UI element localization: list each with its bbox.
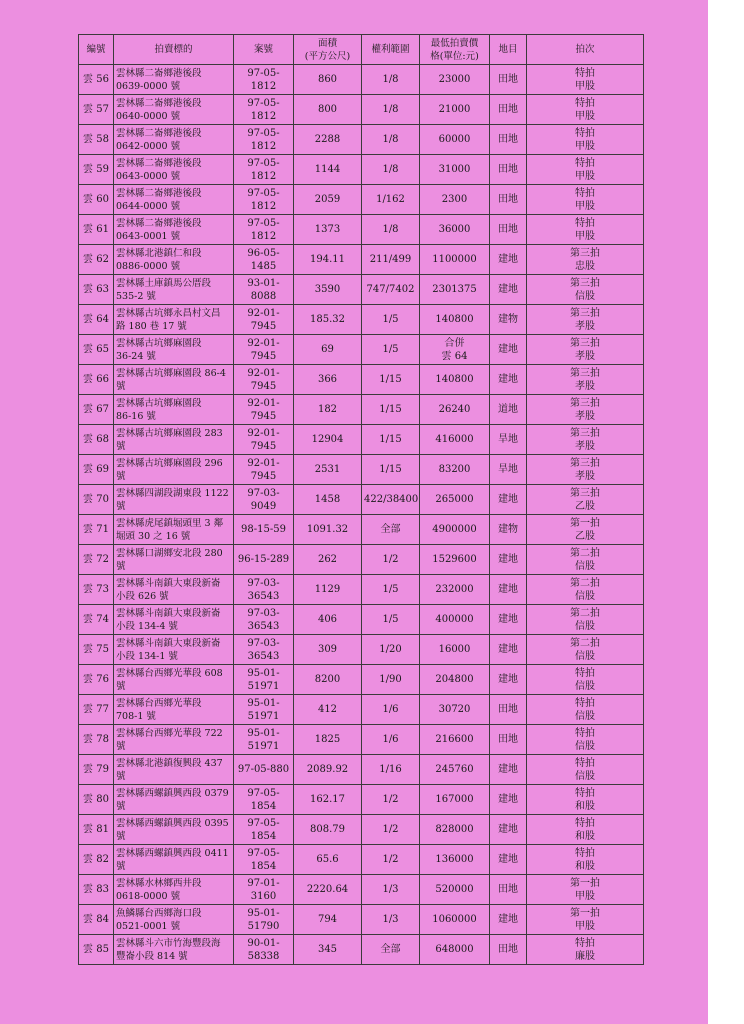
cell-right: 1/15 <box>362 455 420 485</box>
cell-round: 特拍 信股 <box>527 695 644 725</box>
table-row <box>79 935 644 965</box>
cell-no: 雲 69 <box>79 455 114 485</box>
cell-area: 1129 <box>294 575 362 605</box>
cell-area: 800 <box>294 95 362 125</box>
cell-no: 雲 73 <box>79 575 114 605</box>
cell-area: 1373 <box>294 215 362 245</box>
cell-right: 1/3 <box>362 875 420 905</box>
cell-item: 雲林縣斗南鎮大東段新崙 小段 134-4 號 <box>114 605 234 635</box>
cell-right: 1/8 <box>362 65 420 95</box>
cell-round: 特拍 和股 <box>527 785 644 815</box>
cell-round: 第二拍 信股 <box>527 605 644 635</box>
cell-price: 416000 <box>420 425 490 455</box>
table-row <box>79 755 644 785</box>
cell-area: 1144 <box>294 155 362 185</box>
cell-no: 雲 61 <box>79 215 114 245</box>
cell-price: 23000 <box>420 65 490 95</box>
table-row <box>79 425 644 455</box>
cell-type: 建地 <box>490 635 527 665</box>
cell-right: 1/16 <box>362 755 420 785</box>
cell-item: 雲林縣西螺鎮興西段 0395 號 <box>114 815 234 845</box>
header-item: 拍賣標的 <box>114 35 234 65</box>
cell-case: 97-05-1854 <box>234 845 294 875</box>
cell-round: 特拍 甲股 <box>527 215 644 245</box>
table-row <box>79 155 644 185</box>
cell-case: 97-03-36543 <box>234 575 294 605</box>
cell-right: 1/162 <box>362 185 420 215</box>
cell-round: 第三拍 忠股 <box>527 245 644 275</box>
cell-price: 400000 <box>420 605 490 635</box>
cell-no: 雲 67 <box>79 395 114 425</box>
cell-right: 1/5 <box>362 605 420 635</box>
cell-area: 309 <box>294 635 362 665</box>
table-row <box>79 395 644 425</box>
cell-type: 田地 <box>490 65 527 95</box>
cell-type: 道地 <box>490 395 527 425</box>
table-row <box>79 665 644 695</box>
cell-right: 1/8 <box>362 125 420 155</box>
cell-price: 140800 <box>420 365 490 395</box>
cell-price: 26240 <box>420 395 490 425</box>
cell-round: 特拍 甲股 <box>527 95 644 125</box>
cell-area: 2220.64 <box>294 875 362 905</box>
cell-round: 特拍 和股 <box>527 815 644 845</box>
cell-case: 97-05-1812 <box>234 155 294 185</box>
cell-price: 30720 <box>420 695 490 725</box>
cell-no: 雲 85 <box>79 935 114 965</box>
cell-no: 雲 75 <box>79 635 114 665</box>
table-row <box>79 185 644 215</box>
table-row <box>79 695 644 725</box>
cell-area: 1825 <box>294 725 362 755</box>
cell-price: 83200 <box>420 455 490 485</box>
cell-item: 雲林縣斗南鎮大東段新崙 小段 134-1 號 <box>114 635 234 665</box>
cell-price: 1060000 <box>420 905 490 935</box>
header-type: 地目 <box>490 35 527 65</box>
cell-right: 全部 <box>362 515 420 545</box>
cell-no: 雲 77 <box>79 695 114 725</box>
cell-right: 1/8 <box>362 215 420 245</box>
cell-no: 雲 82 <box>79 845 114 875</box>
cell-area: 808.79 <box>294 815 362 845</box>
cell-price: 265000 <box>420 485 490 515</box>
table-row <box>79 485 644 515</box>
cell-case: 97-05-1854 <box>234 815 294 845</box>
cell-round: 第一拍 甲股 <box>527 905 644 935</box>
cell-price: 648000 <box>420 935 490 965</box>
cell-right: 1/2 <box>362 545 420 575</box>
cell-case: 95-01-51971 <box>234 695 294 725</box>
cell-price: 31000 <box>420 155 490 185</box>
cell-price: 232000 <box>420 575 490 605</box>
cell-price: 140800 <box>420 305 490 335</box>
cell-case: 97-05-1812 <box>234 185 294 215</box>
cell-price: 245760 <box>420 755 490 785</box>
cell-no: 雲 56 <box>79 65 114 95</box>
cell-item: 雲林縣口湖鄉安北段 280 號 <box>114 545 234 575</box>
cell-round: 特拍 信股 <box>527 725 644 755</box>
cell-case: 96-15-289 <box>234 545 294 575</box>
cell-area: 162.17 <box>294 785 362 815</box>
cell-type: 旱地 <box>490 425 527 455</box>
cell-no: 雲 68 <box>79 425 114 455</box>
cell-item: 雲林縣古坑鄉永昌村文昌 路 180 巷 17 號 <box>114 305 234 335</box>
cell-case: 97-05-1812 <box>234 95 294 125</box>
table-row <box>79 785 644 815</box>
cell-type: 建地 <box>490 665 527 695</box>
header-price: 最低拍賣價 格(單位:元) <box>420 35 490 65</box>
cell-case: 90-01-58338 <box>234 935 294 965</box>
cell-right: 1/8 <box>362 95 420 125</box>
cell-type: 建地 <box>490 605 527 635</box>
cell-no: 雲 83 <box>79 875 114 905</box>
table-row <box>79 635 644 665</box>
cell-area: 345 <box>294 935 362 965</box>
cell-type: 建地 <box>490 755 527 785</box>
table-row <box>79 725 644 755</box>
cell-case: 98-15-59 <box>234 515 294 545</box>
cell-area: 860 <box>294 65 362 95</box>
cell-right: 422/38400 <box>362 485 420 515</box>
cell-case: 97-05-880 <box>234 755 294 785</box>
cell-item: 雲林縣土庫鎮馬公厝段 535-2 號 <box>114 275 234 305</box>
cell-case: 96-05-1485 <box>234 245 294 275</box>
cell-round: 第三拍 孝股 <box>527 455 644 485</box>
cell-right: 1/5 <box>362 305 420 335</box>
cell-case: 92-01-7945 <box>234 365 294 395</box>
cell-no: 雲 59 <box>79 155 114 185</box>
cell-right: 1/6 <box>362 695 420 725</box>
cell-type: 建地 <box>490 905 527 935</box>
cell-item: 雲林縣北港鎮復興段 437 號 <box>114 755 234 785</box>
table-row <box>79 305 644 335</box>
cell-area: 366 <box>294 365 362 395</box>
cell-right: 1/15 <box>362 425 420 455</box>
cell-type: 田地 <box>490 185 527 215</box>
cell-type: 建地 <box>490 845 527 875</box>
cell-case: 92-01-7945 <box>234 395 294 425</box>
cell-type: 建物 <box>490 515 527 545</box>
cell-item: 雲林縣四湖段湖東段 1122 號 <box>114 485 234 515</box>
cell-type: 建地 <box>490 575 527 605</box>
table-row <box>79 335 644 365</box>
header-area: 面積 (平方公尺) <box>294 35 362 65</box>
table-row <box>79 95 644 125</box>
table-row <box>79 545 644 575</box>
cell-round: 第一拍 乙股 <box>527 515 644 545</box>
table-row <box>79 575 644 605</box>
cell-no: 雲 74 <box>79 605 114 635</box>
cell-price: 21000 <box>420 95 490 125</box>
cell-type: 田地 <box>490 155 527 185</box>
cell-no: 雲 70 <box>79 485 114 515</box>
table-row <box>79 275 644 305</box>
cell-item: 雲林縣二崙鄉港後段 0639-0000 號 <box>114 65 234 95</box>
cell-price: 216600 <box>420 725 490 755</box>
table-row <box>79 845 644 875</box>
cell-area: 262 <box>294 545 362 575</box>
cell-area: 1091.32 <box>294 515 362 545</box>
cell-no: 雲 66 <box>79 365 114 395</box>
cell-case: 92-01-7945 <box>234 305 294 335</box>
cell-case: 95-01-51790 <box>234 905 294 935</box>
table-row <box>79 875 644 905</box>
cell-right: 1/15 <box>362 365 420 395</box>
cell-round: 第三拍 孝股 <box>527 365 644 395</box>
cell-case: 92-01-7945 <box>234 455 294 485</box>
cell-area: 194.11 <box>294 245 362 275</box>
cell-right: 1/6 <box>362 725 420 755</box>
cell-item: 雲林縣西螺鎮興西段 0379 號 <box>114 785 234 815</box>
cell-case: 97-01-3160 <box>234 875 294 905</box>
cell-item: 雲林縣古坑鄉麻園段 296 號 <box>114 455 234 485</box>
cell-item: 雲林縣二崙鄉港後段 0642-0000 號 <box>114 125 234 155</box>
cell-area: 406 <box>294 605 362 635</box>
cell-right: 747/7402 <box>362 275 420 305</box>
cell-type: 旱地 <box>490 455 527 485</box>
cell-no: 雲 65 <box>79 335 114 365</box>
cell-no: 雲 76 <box>79 665 114 695</box>
cell-case: 97-05-1812 <box>234 125 294 155</box>
cell-round: 特拍 甲股 <box>527 65 644 95</box>
cell-type: 建地 <box>490 245 527 275</box>
cell-price: 204800 <box>420 665 490 695</box>
cell-item: 雲林縣西螺鎮興西段 0411 號 <box>114 845 234 875</box>
cell-item: 雲林縣古坑鄉麻園段 36-24 號 <box>114 335 234 365</box>
cell-type: 建地 <box>490 275 527 305</box>
cell-right: 1/90 <box>362 665 420 695</box>
cell-right: 1/5 <box>362 575 420 605</box>
cell-round: 第三拍 信股 <box>527 275 644 305</box>
cell-price: 60000 <box>420 125 490 155</box>
cell-item: 雲林縣古坑鄉麻園段 86-4 號 <box>114 365 234 395</box>
cell-round: 第三拍 孝股 <box>527 395 644 425</box>
table-row <box>79 515 644 545</box>
cell-type: 建地 <box>490 485 527 515</box>
cell-no: 雲 72 <box>79 545 114 575</box>
cell-round: 第二拍 信股 <box>527 575 644 605</box>
table-row <box>79 455 644 485</box>
table-row <box>79 215 644 245</box>
cell-type: 田地 <box>490 935 527 965</box>
cell-type: 建地 <box>490 815 527 845</box>
table-row <box>79 905 644 935</box>
cell-round: 第二拍 信股 <box>527 635 644 665</box>
table-row <box>79 605 644 635</box>
cell-area: 182 <box>294 395 362 425</box>
cell-right: 1/2 <box>362 785 420 815</box>
cell-area: 2288 <box>294 125 362 155</box>
cell-case: 97-03-36543 <box>234 605 294 635</box>
cell-item: 雲林縣北港鎮仁和段 0886-0000 號 <box>114 245 234 275</box>
cell-no: 雲 62 <box>79 245 114 275</box>
cell-round: 特拍 和股 <box>527 845 644 875</box>
cell-type: 田地 <box>490 95 527 125</box>
cell-case: 97-05-1854 <box>234 785 294 815</box>
cell-no: 雲 79 <box>79 755 114 785</box>
cell-item: 雲林縣二崙鄉港後段 0640-0000 號 <box>114 95 234 125</box>
cell-price: 4900000 <box>420 515 490 545</box>
cell-item: 雲林縣二崙鄉港後段 0644-0000 號 <box>114 185 234 215</box>
cell-item: 雲林縣古坑鄉麻園段 86-16 號 <box>114 395 234 425</box>
cell-type: 田地 <box>490 215 527 245</box>
cell-area: 69 <box>294 335 362 365</box>
cell-round: 第三拍 乙股 <box>527 485 644 515</box>
cell-type: 田地 <box>490 125 527 155</box>
cell-price: 2300 <box>420 185 490 215</box>
cell-type: 建地 <box>490 785 527 815</box>
cell-area: 1458 <box>294 485 362 515</box>
cell-right: 1/15 <box>362 395 420 425</box>
cell-case: 97-05-1812 <box>234 215 294 245</box>
cell-price: 136000 <box>420 845 490 875</box>
cell-price: 16000 <box>420 635 490 665</box>
cell-round: 特拍 信股 <box>527 755 644 785</box>
cell-price: 36000 <box>420 215 490 245</box>
table-row <box>79 245 644 275</box>
cell-no: 雲 81 <box>79 815 114 845</box>
cell-round: 第一拍 甲股 <box>527 875 644 905</box>
cell-no: 雲 78 <box>79 725 114 755</box>
cell-item: 雲林縣水林鄉西井段 0618-0000 號 <box>114 875 234 905</box>
cell-item: 雲林縣斗六市竹海豐段海 豐崙小段 814 號 <box>114 935 234 965</box>
cell-round: 特拍 甲股 <box>527 155 644 185</box>
cell-right: 1/2 <box>362 815 420 845</box>
cell-price: 1529600 <box>420 545 490 575</box>
cell-right: 1/2 <box>362 845 420 875</box>
cell-item: 雲林縣二崙鄉港後段 0643-0000 號 <box>114 155 234 185</box>
cell-price: 828000 <box>420 815 490 845</box>
cell-no: 雲 80 <box>79 785 114 815</box>
cell-price: 2301375 <box>420 275 490 305</box>
cell-round: 第三拍 孝股 <box>527 305 644 335</box>
cell-item: 雲林縣台西鄉光華段 608 號 <box>114 665 234 695</box>
cell-case: 95-01-51971 <box>234 725 294 755</box>
cell-area: 2059 <box>294 185 362 215</box>
cell-item: 雲林縣二崙鄉港後段 0643-0001 號 <box>114 215 234 245</box>
cell-case: 95-01-51971 <box>234 665 294 695</box>
header-right: 權利範圍 <box>362 35 420 65</box>
cell-round: 特拍 信股 <box>527 665 644 695</box>
cell-type: 建地 <box>490 335 527 365</box>
cell-round: 第三拍 孝股 <box>527 335 644 365</box>
auction-listing-table <box>78 34 644 965</box>
cell-case: 92-01-7945 <box>234 425 294 455</box>
cell-area: 12904 <box>294 425 362 455</box>
cell-round: 第二拍 信股 <box>527 545 644 575</box>
cell-right: 1/8 <box>362 155 420 185</box>
cell-no: 雲 64 <box>79 305 114 335</box>
cell-no: 雲 63 <box>79 275 114 305</box>
cell-price: 520000 <box>420 875 490 905</box>
table-row <box>79 65 644 95</box>
header-case: 案號 <box>234 35 294 65</box>
cell-item: 雲林縣虎尾鎮堀頭里 3 鄰 堀頭 30 之 16 號 <box>114 515 234 545</box>
cell-case: 92-01-7945 <box>234 335 294 365</box>
cell-no: 雲 84 <box>79 905 114 935</box>
cell-right: 1/20 <box>362 635 420 665</box>
header-round: 拍次 <box>527 35 644 65</box>
cell-area: 65.6 <box>294 845 362 875</box>
cell-right: 全部 <box>362 935 420 965</box>
cell-round: 特拍 甲股 <box>527 185 644 215</box>
cell-case: 97-05-1812 <box>234 65 294 95</box>
cell-item: 雲林縣古坑鄉麻園段 283 號 <box>114 425 234 455</box>
cell-round: 第三拍 孝股 <box>527 425 644 455</box>
table-row <box>79 815 644 845</box>
cell-item: 魚鱗縣台西鄉海口段 0521-0001 號 <box>114 905 234 935</box>
cell-item: 雲林縣斗南鎮大東段新崙 小段 626 號 <box>114 575 234 605</box>
table-header-row <box>79 35 644 65</box>
table-row <box>79 365 644 395</box>
cell-case: 93-01-8088 <box>234 275 294 305</box>
cell-area: 3590 <box>294 275 362 305</box>
cell-item: 雲林縣台西鄉光華段 722 號 <box>114 725 234 755</box>
cell-type: 田地 <box>490 695 527 725</box>
cell-round: 特拍 甲股 <box>527 125 644 155</box>
cell-right: 1/3 <box>362 905 420 935</box>
cell-area: 2089.92 <box>294 755 362 785</box>
cell-area: 794 <box>294 905 362 935</box>
cell-price: 1100000 <box>420 245 490 275</box>
cell-price: 合併 雲 64 <box>420 335 490 365</box>
cell-type: 田地 <box>490 875 527 905</box>
cell-type: 建物 <box>490 305 527 335</box>
cell-price: 167000 <box>420 785 490 815</box>
cell-area: 8200 <box>294 665 362 695</box>
cell-type: 建地 <box>490 365 527 395</box>
cell-item: 雲林縣台西鄉光華段 708-1 號 <box>114 695 234 725</box>
cell-case: 97-03-36543 <box>234 635 294 665</box>
cell-right: 1/5 <box>362 335 420 365</box>
cell-round: 特拍 廉股 <box>527 935 644 965</box>
header-no: 編號 <box>79 35 114 65</box>
cell-no: 雲 57 <box>79 95 114 125</box>
cell-no: 雲 71 <box>79 515 114 545</box>
cell-type: 田地 <box>490 725 527 755</box>
cell-area: 412 <box>294 695 362 725</box>
table-row <box>79 125 644 155</box>
cell-no: 雲 60 <box>79 185 114 215</box>
cell-right: 211/499 <box>362 245 420 275</box>
cell-type: 建地 <box>490 545 527 575</box>
cell-area: 2531 <box>294 455 362 485</box>
cell-case: 97-03-9049 <box>234 485 294 515</box>
cell-no: 雲 58 <box>79 125 114 155</box>
cell-area: 185.32 <box>294 305 362 335</box>
